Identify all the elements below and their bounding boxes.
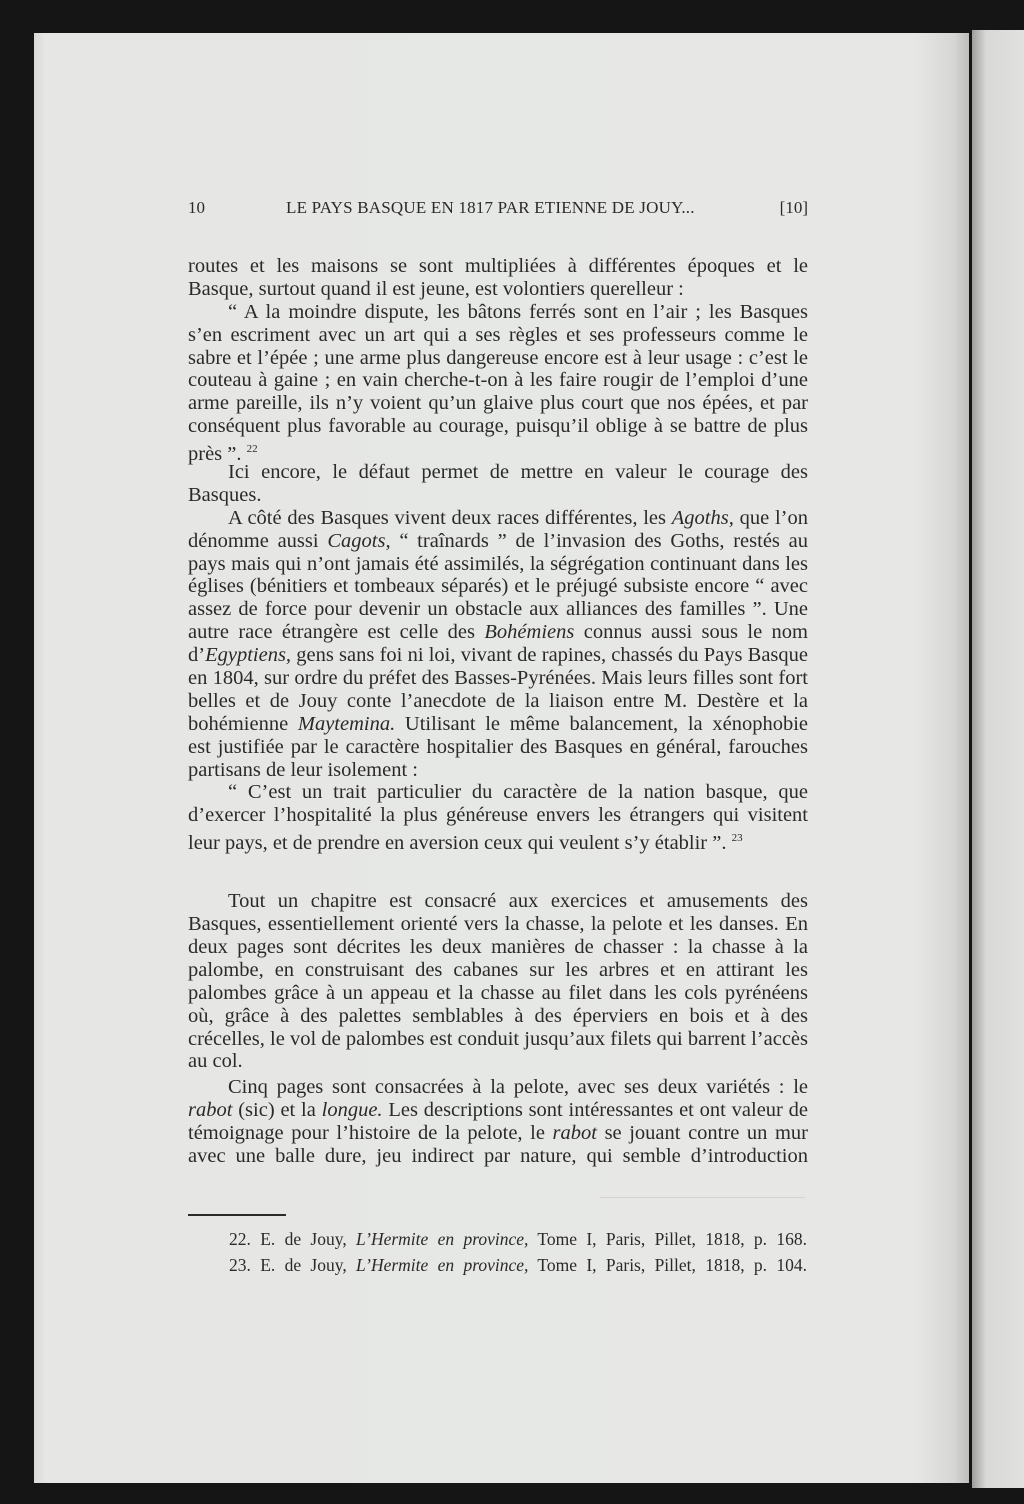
text-run: “ C’est un trait particulier du caractère de la nation basque, que — [228, 781, 808, 804]
italic-text: L’Hermite en province, — [356, 1229, 529, 1249]
text-run: “ A la moindre dispute, les bâtons ferrés sont en l’air ; les Basques — [228, 300, 808, 323]
text-line — [188, 713, 808, 736]
italic-text: L’Hermite en province, — [356, 1255, 529, 1275]
text-line — [188, 1099, 808, 1122]
text-run: Tome I, Paris, Pillet, 1818, p. 104. — [528, 1255, 807, 1275]
text-run: se jouant contre un mur — [596, 1122, 808, 1145]
text-line — [188, 936, 808, 959]
text-line — [188, 575, 808, 598]
text-line — [188, 781, 808, 804]
text-line — [188, 438, 808, 466]
text-run: Utilisant le même balancement, la xénophobie — [395, 712, 808, 735]
text-run: couteau à gaine ; en vain cherche-t-on à les faire rougir de l’emploi d’une — [188, 369, 808, 392]
text-run: A côté des Basques vivent deux races différentes, les — [228, 506, 672, 529]
text-line — [188, 982, 808, 1005]
footnote — [229, 1226, 807, 1252]
footnote — [229, 1252, 807, 1278]
text-run: en 1804, sur ordre du préfet des Basses-Pyrénées. Mais leurs filles sont fort — [188, 667, 808, 690]
body-text — [188, 255, 808, 1168]
text-run: au col. — [188, 1050, 243, 1073]
text-line — [188, 736, 808, 759]
text-run: que l’on — [733, 506, 808, 529]
text-run: églises (bénitiers et tombeaux séparés) et le préjugé subsiste encore “ avec — [188, 575, 808, 598]
text-line — [188, 667, 808, 690]
text-run: Tout un chapitre est consacré aux exercices et amusements des — [228, 890, 808, 913]
facing-page-edge — [972, 30, 1024, 1488]
text-run: Ici encore, le défaut permet de mettre en valeur le courage des — [228, 461, 808, 484]
text-run: deux pages sont décrites les deux manières de chasser : la chasse à la — [188, 935, 808, 958]
text-run: (sic) et la — [232, 1099, 322, 1122]
text-run: Les descriptions sont intéressantes et ont valeur de — [382, 1099, 809, 1122]
text-line — [188, 827, 808, 855]
text-run: où, grâce à des palettes semblables à des éperviers en bois et à des — [188, 1004, 808, 1027]
text-run: près ”. — [188, 443, 247, 466]
text-line — [188, 1050, 808, 1073]
text-line — [188, 1028, 808, 1051]
text-run: Basques, essentiellement orienté vers la chasse, la pelote et les danses. En — [188, 913, 808, 936]
text-line — [188, 1005, 808, 1028]
text-line — [188, 507, 808, 530]
footnotes — [229, 1226, 807, 1278]
text-line — [188, 621, 808, 644]
text-run: Basque, surtout quand il est jeune, est volontiers querelleur : — [188, 277, 684, 300]
text-line — [188, 255, 808, 278]
text-run: d’ — [188, 644, 206, 667]
text-run: gens sans foi ni loi, vivant de rapines, chassés du Pays Basque — [291, 644, 808, 667]
text-run: connus aussi sous le nom — [574, 621, 808, 644]
italic-text: Cagots, — [327, 529, 391, 552]
text-run: assez de force pour devenir un obstacle aux alliances des familles ”. Une — [188, 598, 808, 621]
text-run: est justifiée par le caractère hospitalier des Basques en général, farouches — [188, 735, 808, 758]
text-run: palombe, en construisant des cabanes sur les arbres et en attirant les — [188, 958, 808, 981]
text-line — [188, 1122, 808, 1145]
text-run: 22. E. de Jouy, — [229, 1229, 357, 1249]
text-run: routes et les maisons se sont multipliées à différentes époques et le — [188, 255, 808, 277]
text-line — [188, 1145, 808, 1168]
text-run: Cinq pages sont consacrées à la pelote, avec ses deux variétés : le — [228, 1076, 808, 1099]
text-line — [188, 690, 808, 713]
text-line — [188, 415, 808, 438]
text-run: d’exercer l’hospitalité la plus généreuse envers les étrangers qui visitent — [188, 804, 808, 827]
italic-text: Maytemina. — [297, 712, 396, 735]
text-line — [188, 369, 808, 392]
bleed-through-rule — [600, 1197, 805, 1198]
page-number: 10 — [188, 198, 205, 217]
text-line — [188, 959, 808, 982]
text-run: pays mais qui n’ont jamais été assimilés, la ségrégation continuant dans les — [188, 552, 808, 575]
text-run: avec une balle dure, jeu indirect par nature, qui semble d’introduction — [188, 1144, 808, 1167]
running-header — [188, 198, 808, 220]
text-line — [188, 530, 808, 553]
text-line — [188, 913, 808, 936]
text-line — [188, 759, 808, 782]
running-title: LE PAYS BASQUE EN 1817 PAR ETIENNE DE JOUY... — [286, 198, 695, 217]
text-run: leur pays, et de prendre en aversion ceux qui veulent s’y établir ”. — [188, 832, 732, 855]
footnote-separator — [188, 1214, 286, 1216]
text-run: crécelles, le vol de palombes est conduit jusqu’aux filets qui barrent l’accès — [188, 1027, 808, 1050]
italic-text: Bohémiens — [484, 621, 575, 644]
text-run: 23. E. de Jouy, — [229, 1255, 357, 1275]
text-run: “ traînards ” de l’invasion des Goths, restés au — [390, 529, 809, 552]
text-run: dénomme aussi — [188, 529, 328, 552]
text-line — [188, 890, 808, 913]
text-line — [188, 461, 808, 484]
text-run: bohémienne — [188, 712, 298, 735]
text-line — [188, 347, 808, 370]
text-line — [188, 301, 808, 324]
text-line — [188, 804, 808, 827]
text-run: Basques. — [188, 483, 262, 506]
italic-text: Egyptiens, — [205, 644, 292, 667]
text-line — [188, 553, 808, 576]
text-run: autre race étrangère est celle des — [188, 621, 485, 644]
text-line — [188, 392, 808, 415]
text-run: sabre et l’épée ; une arme plus dangereuse encore est à leur usage : c’est le — [188, 346, 808, 369]
italic-text: rabot — [188, 1099, 233, 1122]
text-run: Tome I, Paris, Pillet, 1818, p. 168. — [528, 1229, 807, 1249]
text-run: s’en escriment avec un art qui a ses règles et ses professeurs comme le — [188, 323, 808, 346]
text-run: partisans de leur isolement : — [188, 758, 418, 781]
italic-text: longue. — [321, 1099, 383, 1122]
text-line — [188, 324, 808, 347]
footnote-reference: 22 — [246, 443, 258, 456]
text-line — [188, 1076, 808, 1099]
text-line — [188, 644, 808, 667]
text-run: conséquent plus favorable au courage, puisqu’il oblige à se battre de plus — [188, 415, 808, 438]
text-line — [188, 278, 808, 301]
italic-text: rabot — [552, 1122, 597, 1145]
bracket-page-number: [10] — [779, 198, 808, 217]
footnote-reference: 23 — [731, 832, 743, 845]
text-run: belles et de Jouy conte l’anecdote de la liaison entre M. Destère et la — [188, 689, 808, 712]
text-run: témoignage pour l’histoire de la pelote, le — [188, 1122, 553, 1145]
text-line — [188, 598, 808, 621]
text-run: palombes grâce à un appeau et la chasse au filet dans les cols pyrénéens — [188, 981, 808, 1004]
text-run: arme pareille, ils n’y voient qu’un glaive plus court que nos épées, et par — [188, 392, 808, 415]
italic-text: Agoths, — [671, 506, 734, 529]
text-line — [188, 484, 808, 507]
